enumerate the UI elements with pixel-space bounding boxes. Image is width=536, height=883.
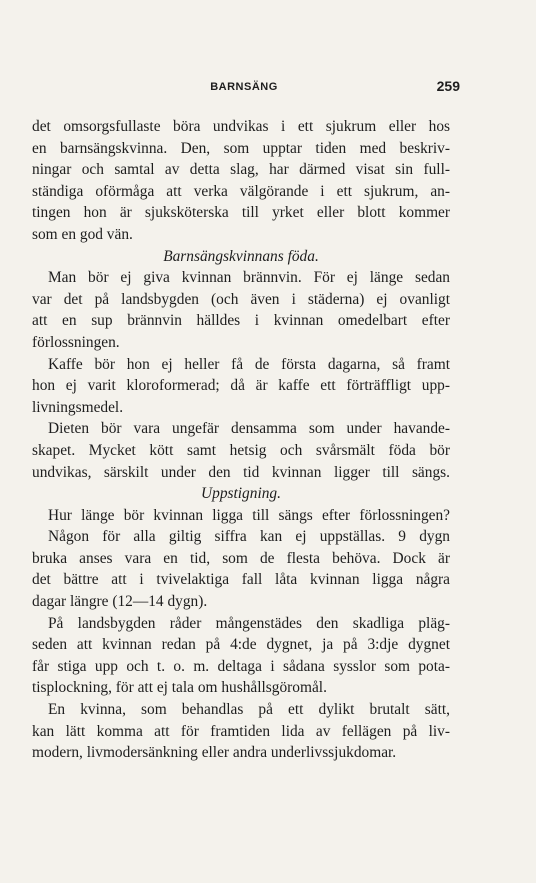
text-line: En kvinna, som behandlas på ett dylikt brutalt sätt, (48, 701, 450, 719)
text-line: får stiga upp och t. o. m. deltaga i sådana sysslor som pota- (32, 657, 450, 675)
text-line: Hur länge bör kvinnan ligga till sängs efter förlossningen? (48, 506, 450, 524)
page-body (32, 116, 450, 764)
text-line: seden att kvinnan redan på 4:de dygnet, ja på 3:dje dygnet (32, 636, 450, 654)
text-line: Man bör ej giva kvinnan brännvin. För ej länge sedan (48, 269, 450, 287)
text-line: Dieten bör vara ungefär densamma som under havande- (48, 420, 450, 438)
text-line: hon ej varit kloroformerad; då är kaffe ett förträffligt upp- (32, 377, 450, 395)
text-line: modern, livmodersänkning eller andra underlivssjukdomar. (32, 744, 397, 762)
text-line: att en sup brännvin hälldes i kvinnan omedelbart efter (32, 312, 450, 330)
text-line: bruka anses vara en tid, som de flesta behöva. Dock är (32, 549, 450, 567)
text-line: skapet. Mycket kött samt hetsig och svårsmält föda bör (32, 441, 450, 459)
text-line: som en god vän. (32, 225, 133, 243)
text-line: tingen hon är sjuksköterska till yrket eller blott kommer (32, 204, 450, 222)
text-line: livningsmedel. (32, 398, 124, 416)
text-line: ningar och samtal av detta slag, har därmed visat sin full- (32, 161, 450, 179)
running-head-title: BARNSÄNG (210, 81, 278, 93)
text-line: Någon för alla giltig siffra kan ej uppställas. 9 dygn (48, 528, 450, 546)
text-line: kan lätt komma att för framtiden lida av fellägen på liv- (32, 722, 450, 740)
text-line: förlossningen. (32, 333, 120, 351)
text-line: var det på landsbygden (och även i städerna) ej ovanligt (32, 290, 450, 308)
text-line: tisplockning, för att ej tala om hushållsgöromål. (32, 679, 327, 697)
text-line: en barnsängskvinna. Den, som upptar tiden med beskriv- (32, 139, 450, 157)
text-line: ständiga oförmåga att verka välgörande i ett sjukrum, an- (32, 182, 450, 200)
text-line: det omsorgsfullaste böra undvikas i ett sjukrum eller hos (32, 118, 450, 135)
text-line: det bättre att i tvivelaktiga fall låta kvinnan ligga några (32, 571, 450, 589)
text-line: Kaffe bör hon ej heller få de första dagarna, så framt (48, 355, 450, 373)
page-number: 259 (436, 78, 460, 94)
text-line: dagar längre (12—14 dygn). (32, 593, 208, 611)
text-line: På landsbygden råder mångenstädes den skadliga pläg- (48, 614, 450, 632)
text-line: undvikas, särskilt under den tid kvinnan ligger till sängs. (32, 463, 450, 481)
running-head (28, 78, 460, 100)
section-heading: Uppstigning. (201, 485, 281, 503)
section-heading: Barnsängskvinnans föda. (163, 247, 319, 265)
